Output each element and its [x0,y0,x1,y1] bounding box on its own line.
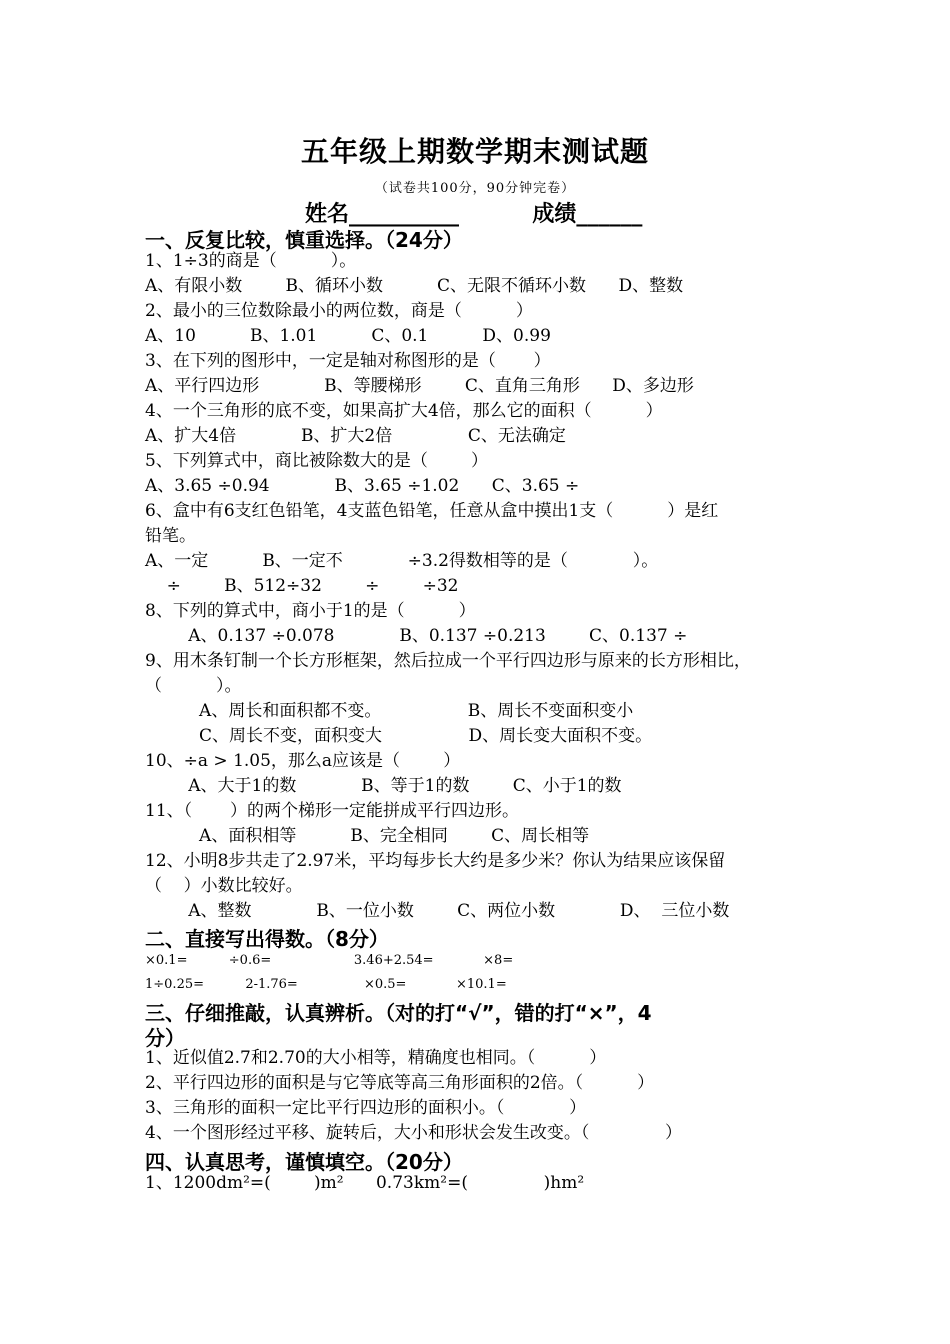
question-9-options-1: A、周长和面积都不变。 B、周长不变面积变小 [145,701,634,721]
question-5: 5、下列算式中，商比被除数大的是（ ） [145,451,489,471]
judge-1: 1、近似值2.7和2.70的大小相等，精确度也相同。（ ） [145,1048,607,1068]
judge-2: 2、平行四边形的面积是与它等底等高三角形面积的2倍。（ ） [145,1073,655,1093]
section-4-heading: 四、认真思考，谨慎填空。（20分） [145,1150,463,1174]
name-field[interactable]: 姓名__________ [305,202,460,227]
section-3-heading-continued: 分） [145,1026,185,1050]
question-12: 12、小明8步共走了2.97米，平均每步长大约是多少米？你认为结果应该保留 [145,851,726,871]
question-11: 11、（ ）的两个梯形一定能拼成平行四边形。 [145,801,519,821]
calc-row-1: ×0.1= ÷0.6= 3.46+2.54= ×8= [145,953,514,968]
question-8: 8、下列的算式中，商小于1的是（ ） [145,601,476,621]
question-12-options: A、整数 B、一位小数 C、两位小数 D、 三位小数 [145,901,730,921]
judge-4: 4、一个图形经过平移、旋转后，大小和形状会发生改变。（ ） [145,1123,682,1143]
question-5-options: A、3.65 ÷0.94 B、3.65 ÷1.02 C、3.65 ÷ [145,476,580,496]
question-2: 2、最小的三位数除最小的两位数，商是（ ） [145,301,533,321]
calc-row-2: 1÷0.25= 2-1.76= ×0.5= ×10.1= [145,977,507,992]
question-6-continued: 铅笔。 [145,526,196,546]
question-6-options: A、一定 B、一定不 ÷3.2得数相等的是（ ）。 [145,551,659,571]
question-6: 6、盒中有6支红色铅笔，4支蓝色铅笔，任意从盒中摸出1支（ ）是红 [145,501,719,521]
judge-3: 3、三角形的面积一定比平行四边形的面积小。（ ） [145,1098,587,1118]
question-12-continued: （ ）小数比较好。 [145,876,303,896]
fill-1: 1、1200dm²=( )m² 0.73km²=( )hm² [145,1173,585,1193]
question-3-options: A、平行四边形 B、等腰梯形 C、直角三角形 D、多边形 [145,376,694,396]
question-8-options: A、0.137 ÷0.078 B、0.137 ÷0.213 C、0.137 ÷ [145,626,688,646]
question-10-options: A、大于1的数 B、等于1的数 C、小于1的数 [145,776,622,796]
question-2-options: A、10 B、1.01 C、0.1 D、0.99 [145,326,551,346]
question-10: 10、÷a > 1.05，那么a应该是（ ） [145,751,461,771]
section-1-heading: 一、反复比较，慎重选择。（24分） [145,228,463,252]
question-11-options: A、面积相等 B、完全相同 C、周长相等 [145,826,590,846]
question-4-options: A、扩大4倍 B、扩大2倍 C、无法确定 [145,426,566,446]
question-1-options: A、有限小数 B、循环小数 C、无限不循环小数 D、整数 [145,276,684,296]
question-1: 1、1÷3的商是（ ）。 [145,251,357,271]
page-title: 五年级上期数学期末测试题 [300,135,649,168]
question-3: 3、在下列的图形中，一定是轴对称图形的是（ ） [145,351,551,371]
page-subtitle: （试卷共100分，90分钟完卷） [374,181,576,196]
section-2-heading: 二、直接写出得数。（8分） [145,927,389,951]
score-field[interactable]: 成绩______ [532,202,643,227]
section-3-heading: 三、仔细推敲，认真辨析。（对的打“√”，错的打“×”，4 [145,1001,652,1025]
question-9: 9、用木条钉制一个长方形框架，然后拉成一个平行四边形与原来的长方形相比， [145,651,751,671]
question-9-options-2: C、周长不变，面积变大 D、周长变大面积不变。 [145,726,653,746]
question-4: 4、一个三角形的底不变，如果高扩大4倍，那么它的面积（ ） [145,401,663,421]
question-7-options: ÷ B、512÷32 ÷ ÷32 [145,576,459,596]
question-9-continued: （ ）。 [145,676,242,696]
